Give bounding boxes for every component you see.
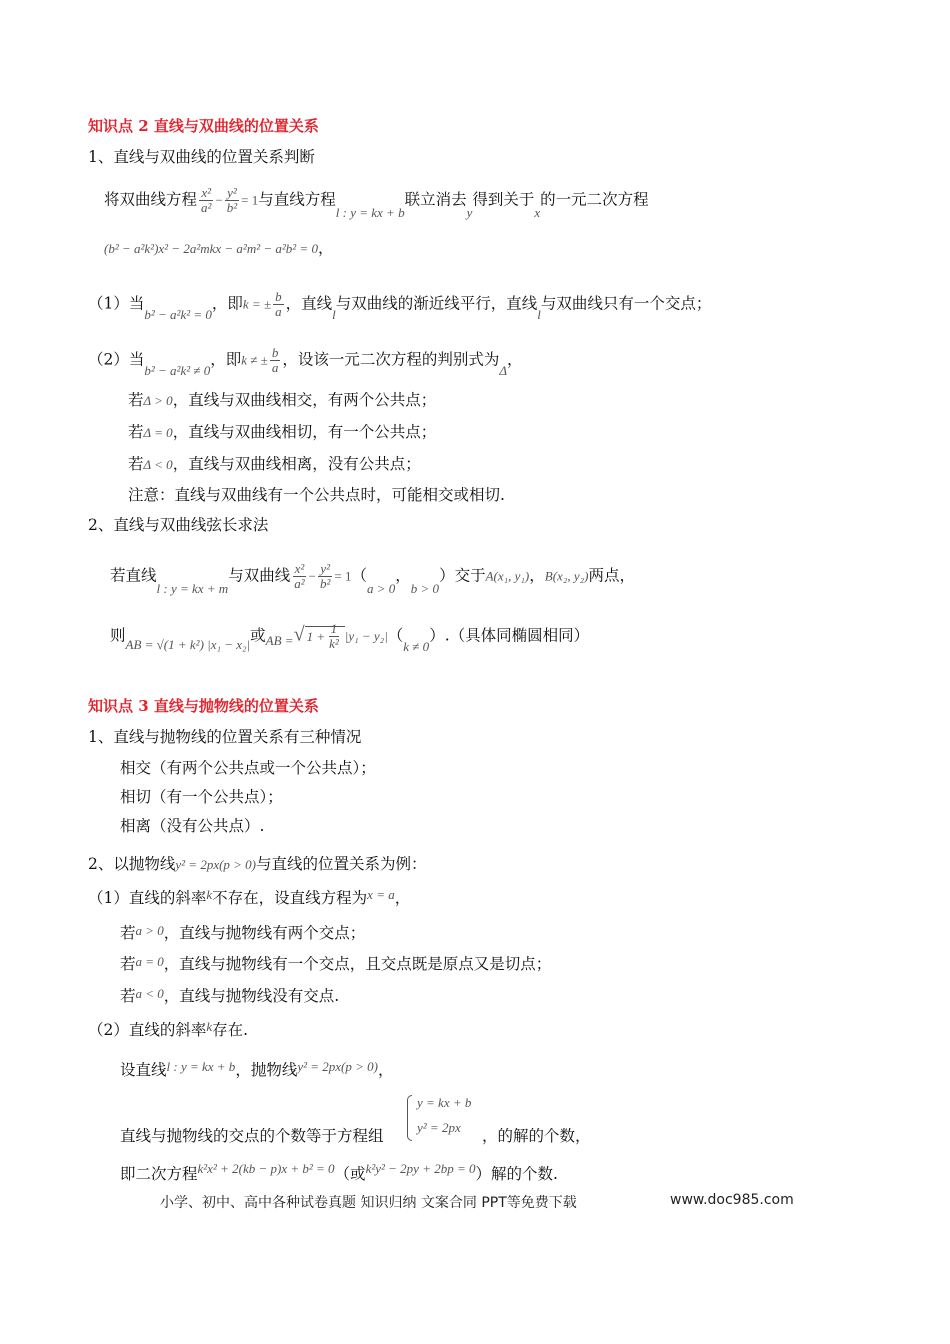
minus-sign: − bbox=[215, 192, 223, 208]
case1-text-a: ，直线 bbox=[285, 294, 333, 313]
length-line bbox=[110, 621, 590, 654]
frac-den: b² bbox=[226, 200, 238, 215]
hyperbola-y-frac bbox=[318, 562, 332, 591]
quadratic-line bbox=[104, 238, 333, 259]
section2-title: 知识点 2 直线与双曲线的位置关系 bbox=[88, 117, 319, 135]
p-sub1-if: 若 bbox=[120, 924, 136, 942]
sqrt-sign: √ bbox=[293, 623, 305, 646]
system-eq-1: y = kx + b bbox=[417, 1095, 472, 1110]
p-sub1-text: ，直线与抛物线有两个交点； bbox=[163, 924, 366, 942]
p-sub2-condition: a = 0 bbox=[135, 954, 164, 969]
case2-end: ， bbox=[506, 350, 523, 369]
parabola-equation: y² = 2px(p > 0) bbox=[175, 857, 257, 872]
comma: ， bbox=[395, 566, 411, 585]
hyperbola-rhs: = 1 bbox=[334, 568, 352, 584]
frac-den: a² bbox=[201, 200, 212, 215]
section2-item1-heading: 1、直线与双曲线的位置关系判断 bbox=[88, 148, 315, 166]
p-sub2-if: 若 bbox=[120, 955, 136, 973]
item2-text-a: 2、以抛物线 bbox=[88, 855, 176, 873]
hyperbola-x-frac bbox=[292, 562, 306, 591]
intro-line bbox=[104, 185, 649, 220]
case1-k: k = ± bbox=[242, 296, 272, 312]
len-condition: k ≠ 0 bbox=[403, 638, 430, 654]
frac-num: y² bbox=[227, 185, 237, 200]
relation-intersect: 相交（有两个公共点或一个公共点）； bbox=[120, 759, 376, 777]
frac-den: k² bbox=[329, 636, 339, 651]
hyperbola-rhs: = 1 bbox=[241, 192, 259, 208]
p-sub3-text: ，直线与抛物线没有交点. bbox=[163, 987, 340, 1005]
system-brace bbox=[407, 1095, 412, 1141]
chord-text-c: 两点， bbox=[588, 566, 635, 585]
sub3-line bbox=[128, 454, 421, 475]
c2-text-a: （2）直线的斜率 bbox=[88, 1021, 207, 1039]
comma: ， bbox=[529, 566, 545, 585]
case1-prefix: （1）当 bbox=[88, 294, 145, 313]
len-paren: （ bbox=[387, 626, 404, 645]
intro-text-b: 与直线方程 bbox=[258, 190, 336, 209]
footer-text: 小学、初中、高中各种试卷真题 知识归纳 文案合同 PPT等免费下载 bbox=[160, 1195, 577, 1211]
c1-end: ， bbox=[394, 889, 411, 907]
quadratic-y: k²y² − 2py + 2bp = 0 bbox=[365, 1161, 476, 1176]
case1-mid: ，即 bbox=[211, 294, 243, 313]
var-y: y bbox=[466, 204, 473, 220]
p-sub3-line bbox=[120, 986, 339, 1007]
sub3-condition: Δ < 0 bbox=[143, 457, 173, 472]
len-end: ）.（具体同椭圆相同） bbox=[429, 626, 590, 645]
setup-end: ， bbox=[377, 1061, 394, 1079]
section3-item1-heading: 1、直线与抛物线的位置关系有三种情况 bbox=[88, 728, 362, 746]
var-x: x bbox=[534, 204, 541, 220]
sub1-condition: Δ > 0 bbox=[143, 393, 173, 408]
case1-text-c: 与双曲线只有一个交点； bbox=[540, 294, 712, 313]
case1-condition: b² − a²k² = 0 bbox=[144, 306, 212, 322]
sub2-if: 若 bbox=[128, 423, 144, 441]
b-over-a-frac bbox=[273, 290, 284, 319]
note-line: 注意：直线与双曲线有一个公共点时，可能相交或相切. bbox=[128, 486, 505, 504]
case1-line bbox=[88, 289, 712, 322]
p-sub2-line bbox=[120, 954, 551, 975]
system-eq-2: y² = 2px bbox=[417, 1120, 461, 1135]
frac-den: a bbox=[271, 360, 279, 375]
quadratic-x: k²x² + 2(kb − p)x + b² = 0 bbox=[197, 1161, 335, 1176]
c1-text-a: （1）直线的斜率 bbox=[88, 889, 207, 907]
sub3-text: ，直线与双曲线相离，没有公共点； bbox=[172, 455, 421, 473]
frac-num: 1 bbox=[330, 621, 338, 636]
intro-text-c: 联立消去 bbox=[404, 190, 467, 209]
p-sub2-text: ，直线与抛物线有一个交点，且交点既是原点又是切点； bbox=[163, 955, 552, 973]
delta-symbol: Δ bbox=[499, 362, 507, 378]
intro-text-a: 将双曲线方程 bbox=[104, 190, 198, 209]
setup-line-eq: l : y = kx + b bbox=[166, 1059, 236, 1074]
len-or: 或 bbox=[250, 626, 266, 645]
sub2-condition: Δ = 0 bbox=[143, 425, 173, 440]
minus-sign: − bbox=[308, 568, 316, 584]
eq-end: ）解的个数. bbox=[475, 1165, 558, 1183]
slope-k: k bbox=[206, 1019, 213, 1034]
p-sub3-condition: a < 0 bbox=[135, 986, 164, 1001]
case2-condition: b² − a²k² ≠ 0 bbox=[144, 362, 211, 378]
p-case2-line bbox=[88, 1020, 248, 1041]
section3-item2 bbox=[88, 854, 427, 875]
sqrt-body bbox=[305, 621, 345, 651]
frac-num: y² bbox=[320, 561, 330, 576]
line-equation: l : y = kx + b bbox=[335, 204, 405, 220]
chord-text-a: 若直线 bbox=[110, 566, 157, 585]
case2-mid: ，即 bbox=[210, 350, 242, 369]
intro-text-d: 得到关于 bbox=[472, 190, 535, 209]
length-formula-2-lhs: AB = bbox=[265, 632, 294, 648]
sub3-if: 若 bbox=[128, 455, 144, 473]
x-equals-a: x = a bbox=[367, 887, 395, 902]
b-over-a-frac bbox=[270, 346, 281, 375]
sub2-text: ，直线与双曲线相切，有一个公共点； bbox=[172, 423, 437, 441]
quadratic-equation: (b² − a²k²)x² − 2a²mkx − a²m² − a²b² = 0 bbox=[104, 241, 318, 256]
slope-k: k bbox=[206, 887, 213, 902]
quadratic-end: ， bbox=[317, 239, 334, 257]
chord-line bbox=[110, 561, 635, 596]
count-text-b: ，的解的个数， bbox=[482, 1127, 591, 1145]
chord-text-b: 与双曲线 bbox=[228, 566, 291, 585]
frac-den: a bbox=[275, 304, 282, 319]
sub1-if: 若 bbox=[128, 391, 144, 409]
section2-item2-heading: 2、直线与双曲线弦长求法 bbox=[88, 516, 269, 534]
paren-close: ）交于 bbox=[439, 566, 486, 585]
frac-num: x² bbox=[294, 561, 305, 576]
hyperbola-y-frac bbox=[225, 186, 239, 215]
paren-open: （ bbox=[351, 566, 367, 585]
chord-line-eq: l : y = kx + m bbox=[156, 580, 229, 596]
quadratic-count-line bbox=[120, 1161, 558, 1185]
line-l: l bbox=[332, 306, 336, 322]
p-sub1-condition: a > 0 bbox=[135, 923, 164, 938]
p-case1-line bbox=[88, 888, 410, 909]
relation-tangent: 相切（有一个公共点）； bbox=[120, 788, 283, 806]
case1-text-b: 与双曲线的渐近线平行，直线 bbox=[335, 294, 538, 313]
section3-title: 知识点 3 直线与抛物线的位置关系 bbox=[88, 697, 319, 715]
case2-prefix: （2）当 bbox=[88, 350, 145, 369]
p-sub1-line bbox=[120, 923, 365, 944]
one-over-k2-frac bbox=[327, 622, 341, 651]
setup-text-b: ，抛物线 bbox=[235, 1061, 298, 1079]
sub2-line bbox=[128, 422, 436, 443]
case2-line bbox=[88, 345, 523, 378]
frac-den: a² bbox=[294, 576, 305, 591]
point-b: B(x₂, y₂) bbox=[544, 568, 589, 584]
length-formula-1: AB = √(1 + k²) |x₁ − x₂| bbox=[125, 636, 251, 652]
setup-parabola-eq: y² = 2px(p > 0) bbox=[297, 1059, 378, 1074]
item2-text-b: 与直线的位置关系为例： bbox=[256, 855, 427, 873]
cond-a: a > 0 bbox=[366, 580, 396, 596]
case2-text: ，设该一元二次方程的判别式为 bbox=[282, 350, 500, 369]
hyperbola-x-frac bbox=[199, 186, 213, 215]
point-a: A(x₁, y₁) bbox=[485, 568, 530, 584]
frac-num: b bbox=[275, 289, 282, 304]
eq-or: （或 bbox=[334, 1165, 366, 1183]
count-text-a: 直线与抛物线的交点的个数等于方程组 bbox=[120, 1127, 384, 1145]
c1-text-b: 不存在，设直线方程为 bbox=[212, 889, 368, 907]
abs-y-diff: |y₁ − y₂| bbox=[344, 628, 388, 644]
len-then: 则 bbox=[110, 626, 126, 645]
setup-line bbox=[120, 1060, 393, 1081]
frac-den: b² bbox=[319, 576, 331, 591]
line-l: l bbox=[537, 306, 541, 322]
frac-num: x² bbox=[201, 185, 212, 200]
frac-num: b bbox=[271, 345, 279, 360]
p-sub3-if: 若 bbox=[120, 987, 136, 1005]
sub1-line bbox=[128, 390, 436, 411]
relation-separate: 相离（没有公共点）. bbox=[120, 817, 265, 835]
footer-url[interactable]: www.doc985.com bbox=[670, 1192, 794, 1208]
setup-text-a: 设直线 bbox=[120, 1061, 167, 1079]
intro-text-e: 的一元二次方程 bbox=[540, 190, 649, 209]
case2-k: k ≠ ± bbox=[241, 352, 268, 368]
c2-text-b: 存在. bbox=[212, 1021, 249, 1039]
one-plus: 1 + bbox=[306, 628, 326, 644]
sub1-text: ，直线与双曲线相交，有两个公共点； bbox=[172, 391, 437, 409]
eq-text-a: 即二次方程 bbox=[120, 1165, 198, 1183]
cond-b: b > 0 bbox=[410, 580, 440, 596]
